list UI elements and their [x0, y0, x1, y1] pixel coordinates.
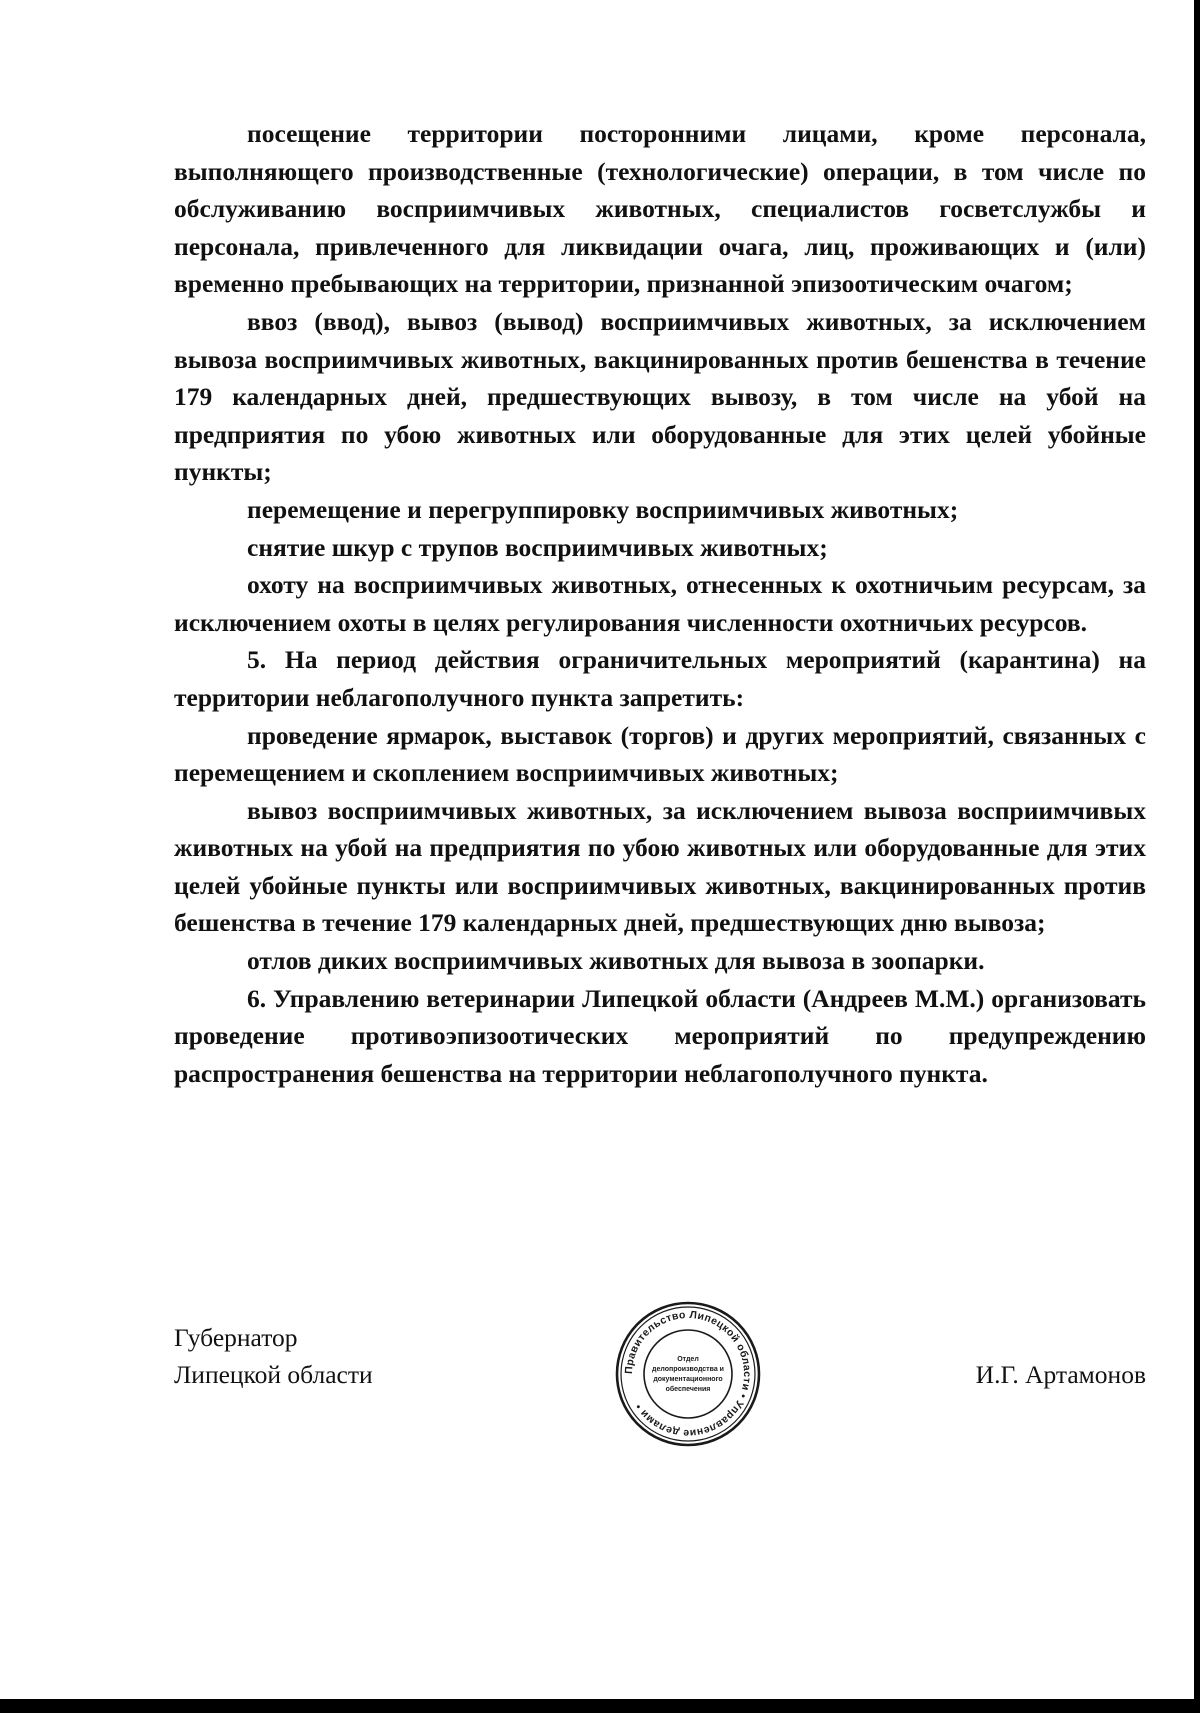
paragraph: посещение территории посторонними лицами, кроме персонала, выполняющего производственные (технологические) операции, в том числе по обслуживанию восприимчивых животных, специалистов госветслужбы и персонала, привлеченного для ликвидации очага, лиц, проживающих и (или) временно пребывающих на территории, признанной эпизоотическим очагом; [174, 119, 1146, 299]
paragraph: перемещение и перегруппировку восприимчивых животных; [247, 494, 959, 524]
stamp-inner-text: Отдел [677, 1356, 699, 1363]
stamp-inner-text: обеспечения [665, 1386, 711, 1393]
scan-edge-bottom [0, 1699, 1200, 1713]
official-stamp [614, 1300, 762, 1448]
signatory-position-line: Губернатор [174, 1323, 298, 1352]
scan-edge-right [1194, 0, 1200, 1713]
document-body [174, 115, 1146, 1092]
signatory-name: И.Г. Артамонов [975, 1360, 1146, 1389]
paragraph: вывоз восприимчивых животных, за исключением вывоза восприимчивых животных на убой на предприятия по убою животных или оборудованные для этих целей убойные пункты или восприимчивых животных, вакцинированных против бешенства в течение 179 календарных дней, предшествующих дню вывоза; [174, 795, 1146, 938]
svg-text:Правительство Липецкой области [623, 1309, 753, 1439]
paragraph: проведение ярмарок, выставок (торгов) и других мероприятий, связанных с перемещением и скоплением восприимчивых животных; [174, 720, 1146, 788]
paragraph: 6. Управлению ветеринарии Липецкой области (Андреев М.М.) организовать проведение противоэпизоотических мероприятий по предупреждению распространения бешенства на территории неблагополучного пункта. [174, 983, 1146, 1088]
paragraph: охоту на восприимчивых животных, отнесенных к охотничьим ресурсам, за исключением охоты в целях регулирования численности охотничьих ресурсов. [174, 570, 1146, 637]
paragraph: отлов диких восприимчивых животных для вывоза в зоопарки. [247, 946, 985, 976]
signatory-position-line: Липецкой области [174, 1360, 373, 1389]
stamp-inner-text: делопроизводства и [652, 1366, 724, 1373]
paragraph: 5. На период действия ограничительных мероприятий (карантина) на территории неблагополучного пункта запретить: [174, 645, 1146, 712]
signatory-position [174, 1319, 373, 1393]
stamp-inner-text: документационного [653, 1376, 723, 1383]
paragraph: ввоз (ввод), вывоз (вывод) восприимчивых животных, за исключением вывоза восприимчивых животных, вакцинированных против бешенства в течение 179 календарных дней, предшествующих вывозу, в том числе на убой на предприятия по убою животных или оборудованные для этих целей убойные пункты; [174, 306, 1146, 487]
stamp-outer-text: Правительство Липецкой области • Управление делами • [622, 1308, 754, 1440]
paragraph: снятие шкур с трупов восприимчивых животных; [247, 532, 828, 562]
signature-block [174, 1308, 1146, 1519]
